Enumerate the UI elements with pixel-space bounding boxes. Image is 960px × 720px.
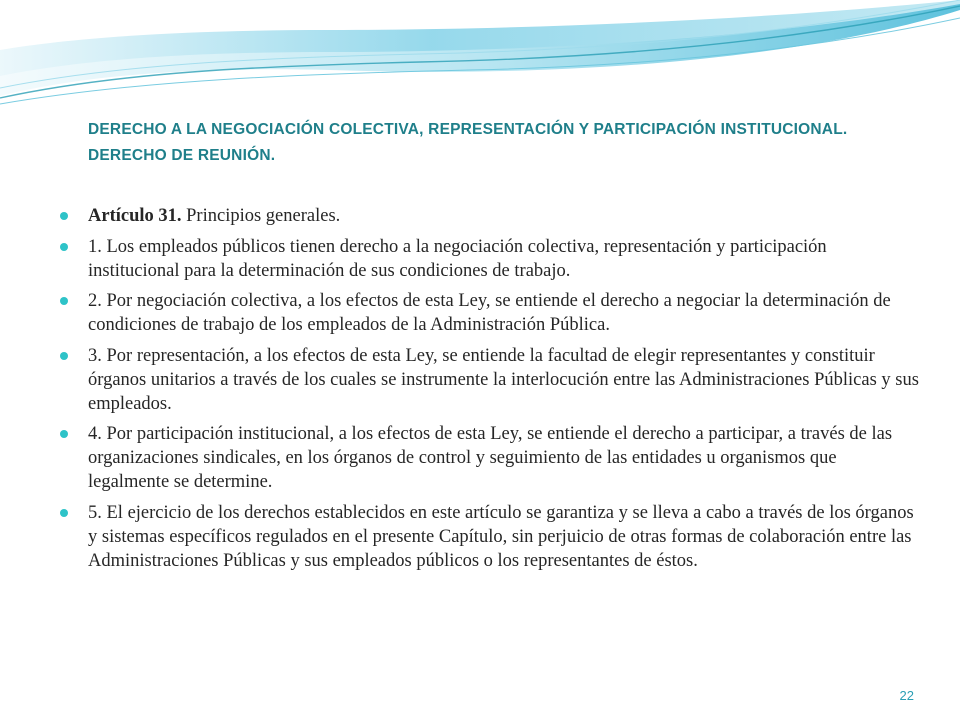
slide-title-line-1: DERECHO A LA NEGOCIACIÓN COLECTIVA, REPRESENTACIÓN Y PARTICIPACIÓN INSTITUCIONAL. (88, 121, 848, 138)
bullet-text: 4. Por participación institucional, a los efectos de esta Ley, se entiende el derecho a participar, a través de las organizaciones sindicales, en los órganos de control y seguimiento de las entidades u organismos que legalmente se determine. (88, 424, 893, 492)
header-wave-decoration (0, 0, 960, 110)
article-subtitle: Principios generales. (181, 206, 341, 226)
bullet-dot-icon (60, 509, 68, 517)
bullet-dot-icon (60, 297, 68, 305)
bullet-text: 2. Por negociación colectiva, a los efectos de esta Ley, se entiende el derecho a negociar la determinación de condiciones de trabajo de los empleados de la Administración Pública. (88, 291, 891, 335)
bullet-item (60, 204, 920, 228)
page-number: 22 (899, 688, 914, 703)
slide-title-line-2: DERECHO DE REUNIÓN. (88, 147, 276, 164)
bullet-dot-icon (60, 212, 68, 220)
bullet-list (60, 204, 920, 579)
slide-title (88, 117, 918, 169)
bullet-item (60, 422, 920, 494)
bullet-item (60, 344, 920, 416)
bullet-dot-icon (60, 243, 68, 251)
article-heading: Artículo 31. (88, 206, 182, 226)
bullet-text: 1. Los empleados públicos tienen derecho a la negociación colectiva, representación y participación institucional para la determinación de sus condiciones de trabajo. (88, 236, 827, 281)
bullet-dot-icon (60, 352, 68, 360)
bullet-dot-icon (60, 430, 68, 438)
bullet-item (60, 235, 920, 283)
bullet-item (60, 501, 920, 573)
bullet-text: 3. Por representación, a los efectos de esta Ley, se entiende la facultad de elegir representantes y constituir órganos unitarios a través de los cuales se instrumente la interlocución entre las Administraciones Públicas y sus empleados. (88, 345, 919, 414)
bullet-text: 5. El ejercicio de los derechos establecidos en este artículo se garantiza y se lleva a cabo a través de los órganos y sistemas específicos regulados en el presente Capítulo, sin perjuicio de otras formas de colaboración entre las Administraciones Públicas y sus empleados públicos o los representantes de éstos. (88, 502, 914, 571)
bullet-item (60, 289, 920, 337)
